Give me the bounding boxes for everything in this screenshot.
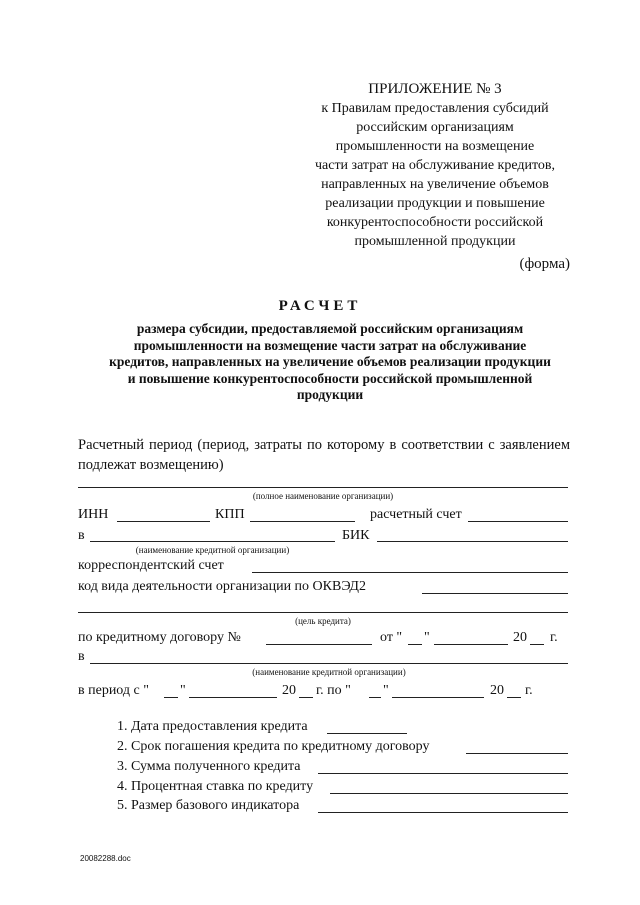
period-from-quote: ": [180, 683, 186, 698]
corr-account-field[interactable]: [252, 572, 568, 573]
appendix-line: к Правилам предоставления субсидий: [321, 101, 549, 116]
kpp-label: КПП: [215, 507, 245, 522]
period-from-year-field[interactable]: [299, 697, 313, 698]
credit-contract-number-field[interactable]: [266, 644, 372, 645]
credit-goal-caption: (цель кредита): [295, 616, 351, 626]
file-name-footer: 20082288.doc: [80, 854, 131, 863]
document-title: РАСЧЕТ: [278, 298, 362, 314]
contract-month-field[interactable]: [434, 644, 508, 645]
period-text: Расчетный период (период, затраты по которому в соответствии с заявлением подлежат возмещению): [78, 437, 570, 473]
item-interest-rate: 4. Процентная ставка по кредиту: [117, 779, 314, 794]
appendix-line: реализации продукции и повышение: [325, 196, 545, 211]
bank-caption: (наименование кредитной организации): [135, 545, 290, 555]
contract-year-prefix: 20: [513, 630, 527, 645]
appendix-line: конкурентоспособности российской: [326, 215, 544, 230]
period-to-month-field[interactable]: [392, 697, 484, 698]
item-credit-date: 1. Дата предоставления кредита: [117, 719, 308, 734]
period-to-year-prefix: 20: [490, 683, 504, 698]
inn-field[interactable]: [117, 521, 210, 522]
org-name-caption: (полное наименование организации): [252, 491, 394, 501]
period-from-month-field[interactable]: [189, 697, 277, 698]
okved-label: код вида деятельности организации по ОКВЭД2: [78, 579, 366, 594]
period-to-day-field[interactable]: [369, 697, 381, 698]
item-credit-date-field[interactable]: [327, 733, 407, 734]
corr-account-label: корреспондентский счет: [78, 558, 224, 573]
period-to-label: г. по ": [316, 683, 351, 698]
item-base-indicator-field[interactable]: [318, 812, 568, 813]
bank2-caption: (наименование кредитной организации): [252, 667, 406, 677]
okved-field[interactable]: [422, 593, 568, 594]
period-from-label: в период с ": [78, 683, 149, 698]
contract-year-field[interactable]: [530, 644, 544, 645]
contract-year-suffix: г.: [550, 630, 558, 645]
period-from-year-prefix: 20: [282, 683, 296, 698]
bik-label: БИК: [342, 528, 370, 543]
bik-field[interactable]: [377, 541, 568, 542]
bank2-prefix: в: [78, 649, 85, 664]
contract-day-quote: ": [424, 630, 430, 645]
item-credit-sum-field[interactable]: [318, 773, 568, 774]
item-base-indicator: 5. Размер базового индикатора: [117, 798, 300, 813]
contract-day-field[interactable]: [408, 644, 422, 645]
account-label: расчетный счет: [370, 507, 462, 522]
appendix-line: части затрат на обслуживание кредитов,: [314, 158, 556, 173]
inn-label: ИНН: [78, 507, 109, 522]
account-field[interactable]: [468, 521, 568, 522]
bank-prefix: в: [78, 528, 85, 543]
item-interest-rate-field[interactable]: [330, 793, 568, 794]
period-to-year-suffix: г.: [525, 683, 533, 698]
bank2-field[interactable]: [90, 663, 568, 664]
contract-date-prefix: от ": [380, 630, 403, 645]
appendix-title: ПРИЛОЖЕНИЕ № 3: [368, 81, 502, 97]
appendix-line: российским организациям: [356, 120, 514, 135]
item-credit-term-field[interactable]: [466, 753, 568, 754]
appendix-line: направленных на увеличение объемов: [321, 177, 549, 192]
credit-goal-line[interactable]: [78, 612, 568, 613]
appendix-line: промышленности на возмещение: [335, 139, 535, 154]
document-subtitle: размера субсидии, предоставляемой российским организациям промышленности на возмещение части затрат на обслуживание кредитов, направленных на увеличение объемов реализации продукции и повышение конкурентоспособности российской промышленной продукции: [109, 321, 551, 402]
period-to-year-field[interactable]: [507, 697, 521, 698]
kpp-field[interactable]: [250, 521, 355, 522]
item-credit-sum: 3. Сумма полученного кредита: [117, 759, 301, 774]
period-to-quote: ": [383, 683, 389, 698]
period-from-day-field[interactable]: [164, 697, 178, 698]
bank-field[interactable]: [90, 541, 335, 542]
credit-contract-label: по кредитному договору №: [78, 630, 241, 645]
appendix-line: промышленной продукции: [354, 234, 516, 249]
appendix-header: [300, 80, 570, 251]
item-credit-term: 2. Срок погашения кредита по кредитному договору: [117, 739, 430, 754]
form-label: (форма): [519, 256, 570, 272]
org-name-line[interactable]: [78, 487, 568, 488]
